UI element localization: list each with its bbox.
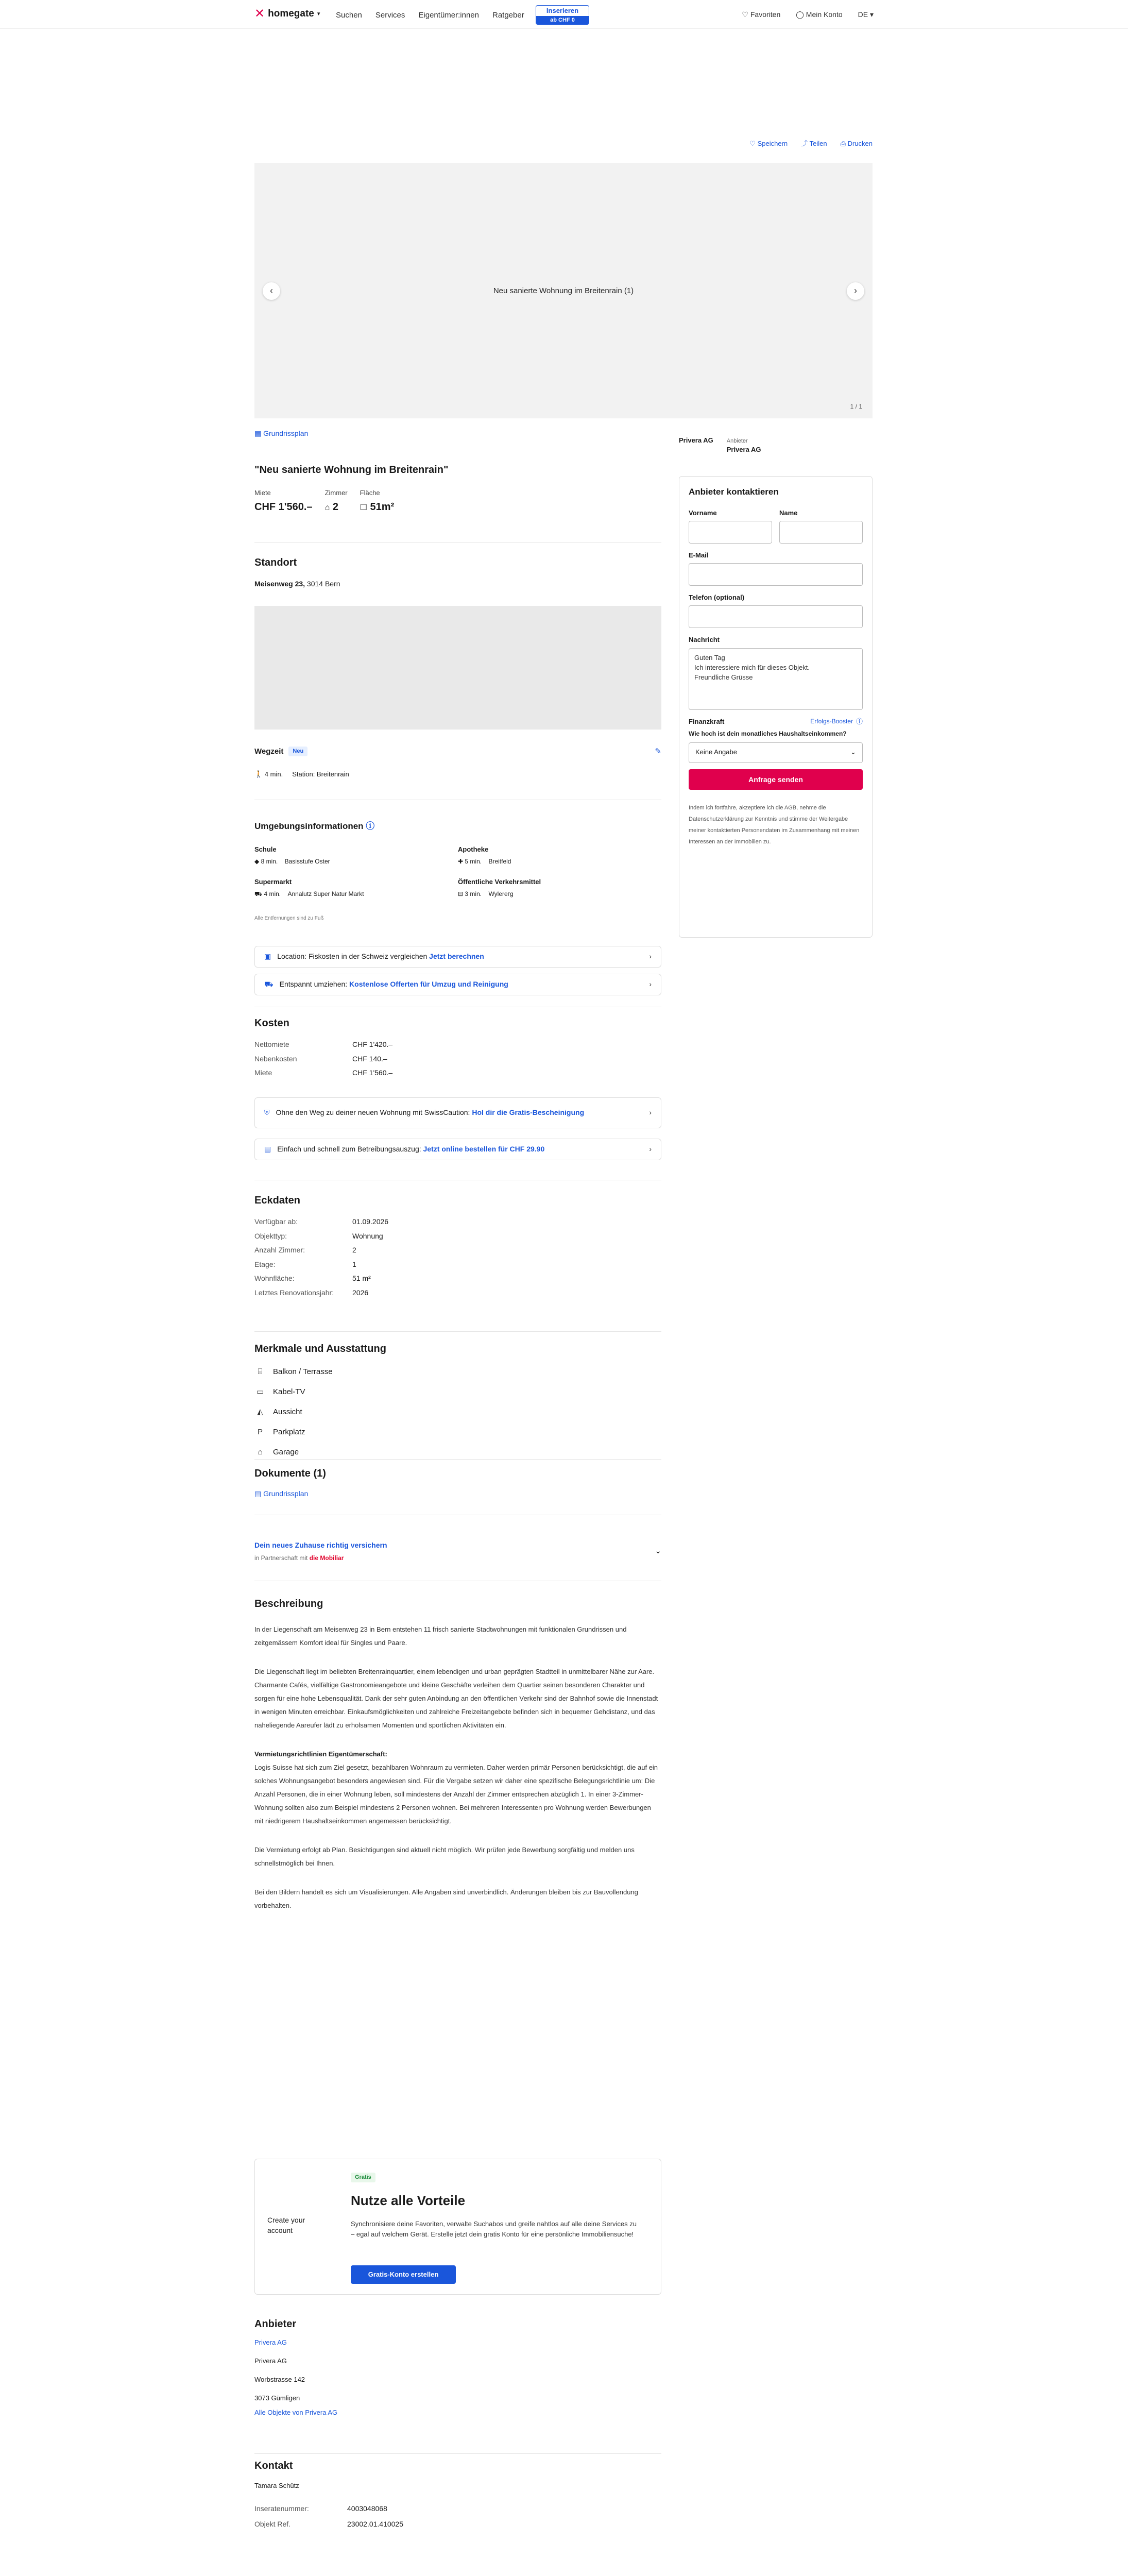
nav-suchen[interactable]: Suchen (336, 11, 362, 20)
wayto-station: Station: Breitenrain (292, 770, 349, 778)
homegate-logo-mark: ✕ (254, 7, 265, 21)
surroundings-note: Alle Entfernungen sind zu Fuß (254, 916, 324, 921)
description (254, 1597, 661, 1912)
document-icon: ▤ (264, 1145, 271, 1154)
print-button[interactable] (841, 139, 873, 148)
details-heading: Eckdaten (254, 1195, 300, 1206)
infobox-text: Location: Fiskosten in der Schweiz vergleichen (277, 952, 428, 961)
name-label: Name (779, 509, 798, 517)
send-request-button[interactable]: Anfrage senden (689, 769, 863, 790)
promo-badge: Gratis (351, 2173, 375, 2182)
detail-key: Objekttyp: (254, 1231, 287, 1240)
cost-value: CHF 1'420.– (352, 1040, 393, 1048)
feature-label: Aussicht (273, 1408, 302, 1416)
infobox-link[interactable]: Jetzt online bestellen für CHF 29.90 (423, 1145, 545, 1154)
divider (254, 1331, 661, 1332)
phone-input[interactable] (689, 605, 863, 628)
vorname-label: Vorname (689, 509, 717, 517)
feature-item (254, 1427, 661, 1437)
swisscaution-box[interactable] (254, 1097, 661, 1128)
surr-name: Basisstufe Oster (284, 858, 330, 866)
language-select[interactable]: DE ▾ (858, 10, 874, 19)
create-account-button[interactable]: Gratis-Konto erstellen (351, 2265, 456, 2284)
surr-name: Wylerегg (488, 890, 514, 898)
description-heading: Beschreibung (254, 1598, 323, 1609)
infobox-text: Ohne den Weg zu deiner neuen Wohnung mit SwissCaution: (276, 1108, 470, 1117)
inserieren-label: Inserieren (546, 7, 579, 14)
info-icon[interactable]: ⓘ (856, 717, 863, 725)
provider-sidebar (679, 436, 873, 455)
rent-label: Miete (254, 489, 271, 497)
view-icon: ◭ (257, 1408, 263, 1416)
location-heading: Standort (254, 557, 297, 568)
tram-icon: ⊟ (458, 890, 464, 898)
inserieren-button[interactable] (536, 5, 589, 25)
surr-time: 5 min. (465, 858, 482, 866)
detail-value: 51 m² (352, 1274, 371, 1283)
provider-logo: Privera AG (679, 436, 713, 444)
chevron-right-icon: › (649, 1108, 652, 1117)
language-label: DE (858, 10, 868, 19)
description-p3: Logis Suisse hat sich zum Ziel gesetzt, bezahlbaren Wohnraum zu vermieten. Daher werden primär Personen berücksichtigt, die auf ein solches Wohnungsangebot besonders angewiesen sind. Für die Vergabe setzen wir daher eine spezifische Belegungsrichtlinie um: Die Anzahl Personen, die in einer Wohnung leben, soll mindestens der Anzahl der Zimmer entsprechen abzüglich 1. In einer 3-Zimmer-Wohnung sollten also zum Beispiel mindestens 2 Personen wohnen. Bei mehreren Interessenten pro Wohnung werden Bewerbungen mit niedrigerem Haushaltseinkommen angemessen berücksichtigt. (254, 1764, 658, 1825)
feature-item (254, 1366, 661, 1377)
rent-value: CHF 1'560.– (254, 501, 313, 513)
info-icon[interactable]: ⓘ (366, 821, 375, 831)
betreibung-box[interactable] (254, 1139, 661, 1160)
provider-city: 3073 Gümligen (254, 2394, 300, 2402)
contact-form (679, 476, 873, 938)
feature-item (254, 1406, 661, 1417)
mobiliar-title: Dein neues Zuhause richtig versichern (254, 1541, 387, 1549)
fixkosten-box[interactable] (254, 946, 661, 968)
door-icon: ⌂ (324, 503, 330, 513)
finance-label: Finanzkraft (689, 717, 725, 725)
provider-street: Worbstrasse 142 (254, 2376, 305, 2383)
chevron-right-icon: › (649, 1145, 652, 1154)
heart-icon: ♡ (742, 10, 748, 19)
document-icon: ▤ (254, 1489, 262, 1498)
save-label: Speichern (757, 140, 788, 147)
form-heading: Anbieter kontaktieren (689, 487, 779, 497)
feature-label: Balkon / Terrasse (273, 1367, 333, 1376)
contact-value: 23002.01.410025 (347, 2519, 403, 2528)
infobox-link[interactable]: Hol dir die Gratis-Bescheinigung (472, 1108, 585, 1117)
promo-left: Create your account (267, 2216, 305, 2234)
favoriten-label: Favoriten (750, 10, 781, 19)
divider (254, 542, 661, 543)
provider-link[interactable]: Privera AG (254, 2338, 287, 2346)
surr-cat: Apotheke (458, 845, 489, 853)
legal-note: Indem ich fortfahre, akzeptiere ich die AGB, nehme die Datenschutzerklärung zur Kenntnis und stimme der Weitergabe meiner kontaktierten Personendaten im Zusammenhang mit meinen Interessen an der Immobilien zu. (689, 804, 860, 845)
rooms-label: Zimmer (324, 489, 348, 497)
provider-label: Anbieter (726, 438, 748, 444)
feature-item (254, 1386, 661, 1397)
contact-person: Tamara Schütz (254, 2482, 299, 2489)
vorname-input[interactable] (689, 521, 772, 544)
konto-link[interactable] (796, 10, 842, 20)
heart-icon: ♡ (749, 140, 756, 147)
walk-icon: 🚶 (254, 770, 263, 778)
contact-value: 4003048068 (347, 2504, 387, 2513)
cost-key: Nettomiete (254, 1040, 289, 1048)
school-icon: ◆ (254, 858, 260, 866)
parking-icon: P (257, 1428, 263, 1436)
garage-icon: ⌂ (258, 1448, 263, 1456)
cart-icon: ⛟ (254, 890, 263, 898)
provider-heading: Anbieter (254, 2318, 297, 2330)
infobox-text: Einfach und schnell zum Betreibungsauszug: (277, 1145, 421, 1154)
cost-key: Nebenkosten (254, 1054, 297, 1063)
document-label: Grundrissplan (263, 1489, 309, 1498)
truck-icon: ⛟ (264, 980, 274, 989)
feature-item (254, 1447, 661, 1458)
income-label: Wie hoch ist dein monatliches Haushaltseinkommen? (689, 730, 847, 737)
map[interactable] (254, 606, 661, 730)
divider (254, 2453, 661, 2454)
logo-text: homegate (268, 8, 314, 19)
homegate-logo[interactable]: ✕ homegate ▾ (254, 7, 320, 21)
floorplan-label: Grundrissplan (263, 429, 309, 437)
umzug-box[interactable] (254, 974, 661, 995)
floorplan-link[interactable] (254, 429, 308, 439)
detail-value: 1 (352, 1260, 356, 1268)
surr-time: 3 min. (465, 890, 482, 898)
infobox-link[interactable]: Jetzt berechnen (429, 952, 484, 961)
document-link[interactable] (254, 1489, 661, 1499)
feature-label: Garage (273, 1448, 299, 1456)
contact-key: Objekt Ref. (254, 2519, 291, 2528)
nav-ratgeber[interactable]: Ratgeber (492, 11, 524, 20)
description-p2: Die Liegenschaft liegt im beliebten Breitenrainquartier, einem lebendigen und urban geprägten Stadtteil in unmittelbarer Nähe zur Aare. Charmante Cafés, vielfältige Gastronomieangebote und kleine Geschäfte verleihen dem Quartier seinen besonderen Charakter und sorgen für eine hohe Lebensqualität. Dank der sehr guten Anbindung an den öffentlichen Verkehr sind der Bahnhof sowie die Innenstadt in wenigen Minuten erreichbar. Einkaufsmöglichkeiten und zahlreiche Freizeitangebote befinden sich in bequemer Gehdistanz, und das naheliegende Aareufer lädt zu erholsamen Momenten und sportlichen Aktivitäten ein. (254, 1668, 658, 1729)
edit-icon[interactable]: ✎ (655, 747, 661, 756)
detail-value: Wohnung (352, 1231, 383, 1240)
mobiliar-logo: die Mobiliar (309, 1554, 344, 1562)
chevron-down-icon: ⌄ (850, 748, 856, 756)
surr-time: 8 min. (261, 858, 278, 866)
contact-key: Inseratenummer: (254, 2504, 309, 2513)
print-icon: ⎙ (840, 140, 846, 147)
detail-value: 2 (352, 1246, 356, 1255)
divider (254, 1459, 661, 1460)
email-input[interactable] (689, 563, 863, 586)
rooms-value: 2 (332, 501, 338, 513)
surr-cat: Schule (254, 845, 277, 853)
mobiliar-sub: in Partnerschaft mit (254, 1554, 308, 1562)
message-textarea[interactable]: Guten Tag Ich interessiere mich für dieses Objekt. Freundliche Grüsse (689, 648, 863, 710)
finance-link[interactable]: Erfolgs-Booster (810, 718, 853, 725)
provider-name: Privera AG (254, 2357, 287, 2365)
income-value: Keine Angabe (695, 748, 737, 756)
inserieren-sub: ab CHF 0 (536, 16, 589, 24)
costs-heading: Kosten (254, 1018, 289, 1029)
balcony-icon: ⌸ (258, 1367, 263, 1376)
email-label: E-Mail (689, 551, 709, 559)
description-p4: Die Vermietung erfolgt ab Plan. Besichtigungen sind aktuell nicht möglich. Wir prüfen jede Bewerbung sorgfältig und melden uns schnellstmöglich bei Ihnen. (254, 1846, 635, 1867)
chevron-right-icon: › (854, 285, 857, 296)
detail-value: 2026 (352, 1288, 369, 1297)
user-icon: ◯ (796, 10, 804, 19)
detail-value: 01.09.2026 (352, 1217, 389, 1226)
top-navigation (0, 0, 1128, 29)
surroundings-heading (254, 820, 661, 833)
surr-time: 4 min. (264, 890, 281, 898)
promo-text: Synchronisiere deine Favoriten, verwalte Suchabos und greife nahtlos auf alle deine Services zu – egal auf welchem Gerät. Erstelle jetzt dein gratis Konto für eine persönliche Immobiliensuche! (351, 2220, 637, 2238)
cost-key: Miete (254, 1069, 272, 1077)
surr-cat: Öffentliche Verkehrsmittel (458, 877, 541, 886)
nav-eigentuemer[interactable]: Eigentümer:innen (418, 11, 479, 20)
konto-label: Mein Konto (806, 10, 843, 19)
chevron-left-icon: ‹ (270, 285, 273, 296)
detail-key: Anzahl Zimmer: (254, 1246, 305, 1255)
chevron-down-icon: ⌄ (655, 1547, 661, 1555)
mobiliar-accordion[interactable] (254, 1540, 661, 1562)
cost-value: CHF 140.– (352, 1054, 387, 1063)
address-city: 3014 Bern (305, 580, 340, 588)
surr-name: Annalutz Super Natur Markt (287, 890, 364, 898)
documents-heading: Dokumente (1) (254, 1468, 326, 1479)
account-promo (254, 2159, 661, 2295)
detail-key: Etage: (254, 1260, 276, 1268)
promo-title: Nutze alle Vorteile (351, 2193, 466, 2208)
share-button[interactable] (801, 139, 827, 148)
provider-name: Privera AG (726, 446, 761, 454)
location-icon: ▣ (264, 952, 271, 961)
area-icon: ☐ (360, 503, 367, 513)
features-heading: Merkmale und Ausstattung (254, 1343, 386, 1354)
favoriten-link[interactable] (742, 10, 780, 20)
nav-services[interactable]: Services (375, 11, 405, 20)
save-button[interactable] (749, 139, 788, 148)
gallery-next-button[interactable] (847, 282, 864, 300)
income-select[interactable] (689, 742, 863, 763)
tv-icon: ▭ (256, 1387, 264, 1396)
chevron-right-icon: › (649, 952, 652, 961)
gallery-caption: Neu sanierte Wohnung im Breitenrain (1) (493, 286, 634, 295)
share-label: Teilen (809, 140, 827, 147)
chevron-right-icon: › (649, 980, 652, 989)
share-icon: ⤴ (801, 140, 808, 147)
feature-label: Kabel-TV (273, 1387, 305, 1396)
pharmacy-icon: ✚ (458, 858, 464, 866)
detail-key: Verfügbar ab: (254, 1217, 298, 1226)
detail-key: Wohnfläche: (254, 1274, 295, 1283)
infobox-link[interactable]: Kostenlose Offerten für Umzug und Reinigung (349, 980, 508, 989)
feature-label: Parkplatz (273, 1428, 305, 1436)
address-street: Meisenweg 23, (254, 580, 305, 588)
contact-heading: Kontakt (254, 2460, 293, 2471)
area-value: 51m² (370, 501, 395, 513)
description-p5: Bei den Bildern handelt es sich um Visualisierungen. Alle Angaben sind unverbindlich. Änderungen bleiben bis zur Bauvollendung vorbehalten. (254, 1888, 638, 1909)
phone-label: Telefon (optional) (689, 594, 745, 602)
provider-all-link[interactable]: Alle Objekte von Privera AG (254, 2409, 338, 2416)
detail-key: Letztes Renovationsjahr: (254, 1288, 334, 1297)
gallery-counter: 1 / 1 (850, 403, 862, 411)
surroundings-title: Umgebungsinformationen (254, 821, 364, 831)
wayto-label: Wegzeit (254, 747, 284, 756)
infobox-text: Entspannt umziehen: (279, 980, 348, 989)
listing-title: "Neu sanierte Wohnung im Breitenrain" (254, 464, 449, 476)
shield-icon: ⛨ (264, 1108, 270, 1117)
area-label: Fläche (360, 489, 380, 497)
description-p3-title: Vermietungsrichtlinien Eigentümerschaft: (254, 1750, 387, 1758)
print-label: Drucken (847, 140, 873, 147)
wayto-time: 4 min. (264, 770, 283, 778)
document-icon: ▤ (254, 429, 262, 437)
description-p1: In der Liegenschaft am Meisenweg 23 in Bern entstehen 11 frisch sanierte Stadtwohnungen mit funktionalen Grundrissen und zeitgemässem Komfort ideal für Singles und Paare. (254, 1625, 627, 1647)
surr-name: Breitfeld (488, 858, 511, 866)
surr-cat: Supermarkt (254, 877, 292, 886)
name-input[interactable] (779, 521, 863, 544)
image-gallery[interactable] (254, 163, 873, 418)
surroundings-grid (254, 845, 661, 899)
new-badge: Neu (288, 747, 307, 756)
cost-value: CHF 1'560.– (352, 1069, 393, 1077)
message-label: Nachricht (689, 636, 720, 644)
gallery-prev-button[interactable] (263, 282, 280, 300)
